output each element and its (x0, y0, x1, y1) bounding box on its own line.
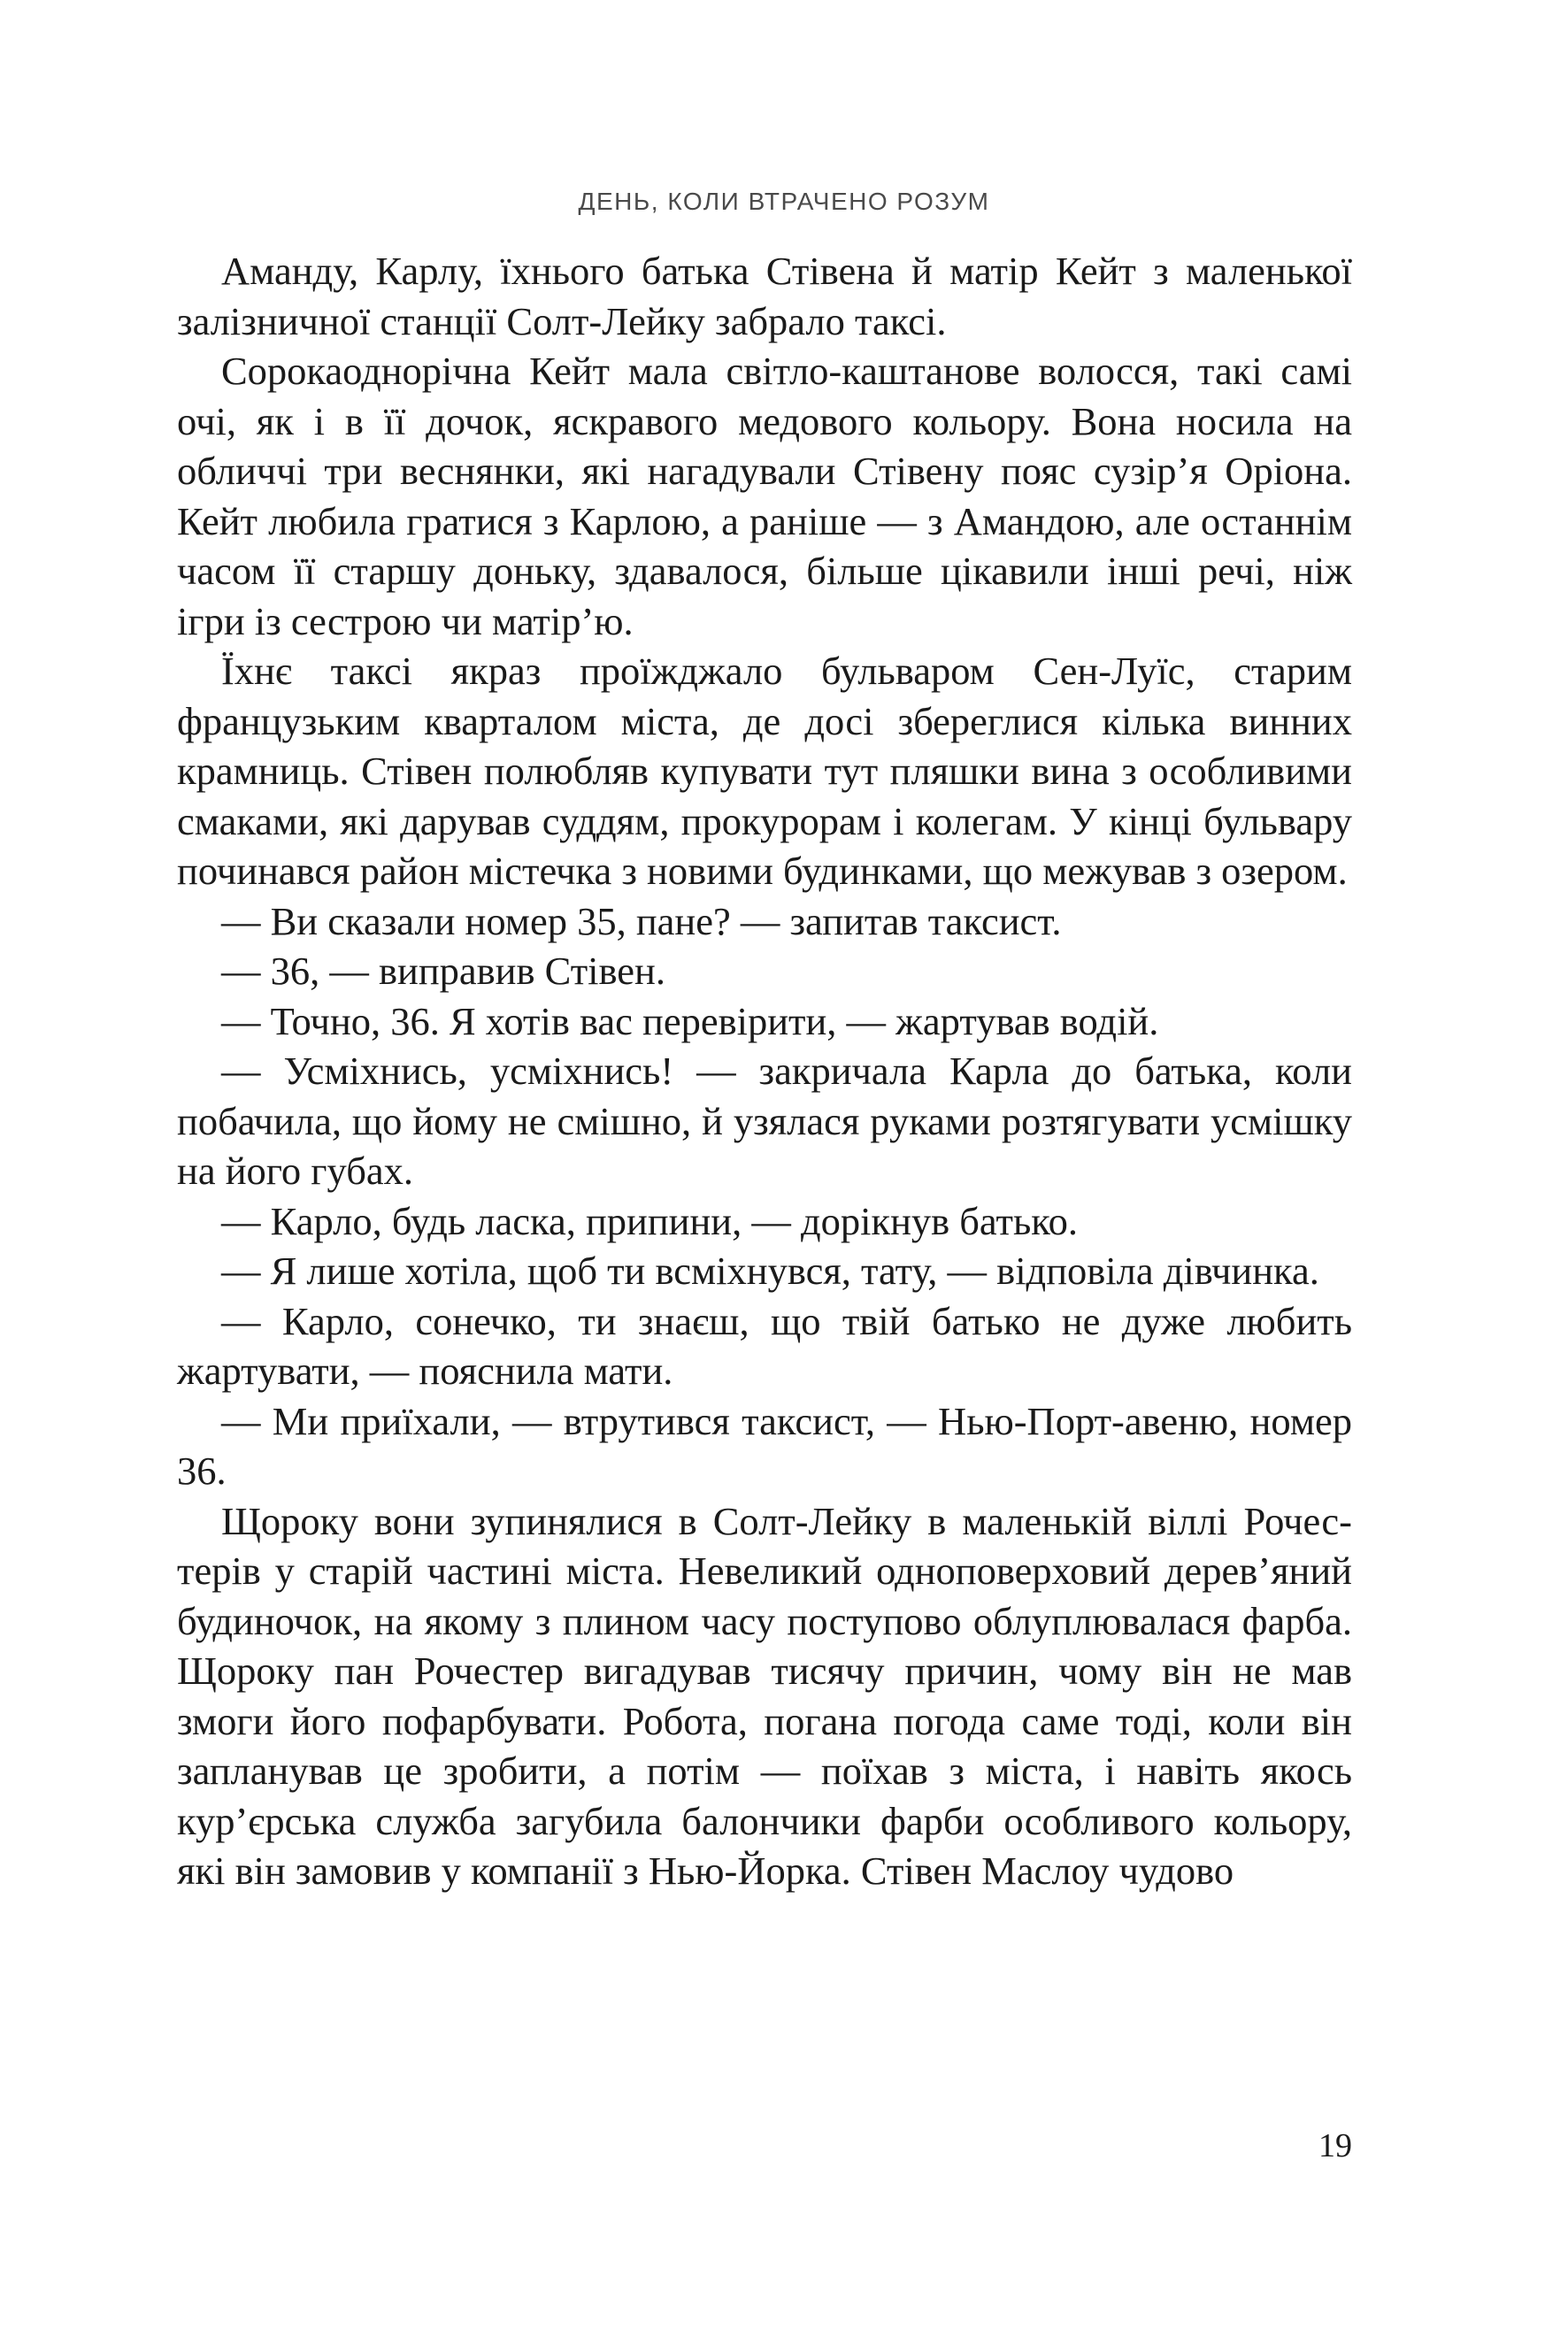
paragraph: Їхнє таксі якраз проїжджало бульваром Сен-Луїс, старим французьким кварталом міста, де досі збереглися кілька винних крамниць. Стівен полюбляв купувати тут пляшки вина з особливими смаками, які дарував суддям, прокурорам і колегам. У кінці бульвару починався район містечка з новими будинками, що межував з озером. (177, 649, 1352, 893)
dialogue-line: — Ми приїхали, — втрутився таксист, — Нью-Порт-авеню, номер 36. (177, 1398, 1352, 1493)
paragraph: Щороку вони зупинялися в Солт-Лейку в маленькій віллі Рочестерів у старій частині міста. Невеликий одноповерховий дерев’яний будиночок, на якому з плином часу поступово облуплювалася фарба. Щороку пан Рочестер вигадував тисячу причин, чому він не мав змоги його пофарбувати. Робота, погана погода саме тоді, коли він запланував це зробити, а потім — поїхав з міста, і навіть якось кур’єрська служба загубила балончики фарби особливого кольору, які він замовив у компанії з Нью-Йорка. Стівен Маслоу чудово (177, 1498, 1352, 1893)
body-text (177, 246, 1352, 1896)
dialogue-line: — Карло, сонечко, ти знаєш, що твій батько не дуже любить жартувати, — пояснила мати. (177, 1298, 1352, 1393)
dialogue-line: — Карло, будь ласка, припини, — дорікнув батько. (221, 1198, 1079, 1243)
dialogue-line: — Ви сказали номер 35, пане? — запитав таксист. (221, 898, 1062, 943)
running-head: ДЕНЬ, КОЛИ ВТРАЧЕНО РОЗУМ (578, 188, 990, 215)
dialogue-line: — 36, — виправив Стівен. (221, 949, 665, 993)
dialogue-line: — Я лише хотіла, щоб ти всміхнувся, тату, — відповіла дівчинка. (221, 1249, 1319, 1293)
page-number: 19 (1318, 2127, 1352, 2164)
dialogue-line: — Точно, 36. Я хотів вас перевірити, — жартував водій. (221, 998, 1159, 1043)
paragraph: Аманду, Карлу, їхнього батька Стівена й матір Кейт з маленької залізничної станції Солт-Лейку забрало таксі. (177, 249, 1352, 343)
dialogue-line: — Усміхнись, усміхнись! — закричала Карла до батька, коли побачила, що йому не смішно, й узялася руками розтягувати усмішку на його губах. (177, 1049, 1352, 1193)
paragraph: Сорокаоднорічна Кейт мала світло-каштанове волосся, такі самі очі, як і в її дочок, яскравого медового кольору. Вона носила на обличчі три веснянки, які нагадували Стівену пояс сузір’я Оріона. Кейт любила гратися з Карлою, а раніше — з Амандою, але останнім часом її старшу доньку, здавалося, більше цікавили інші речі, ніж ігри із сестрою чи матір’ю. (177, 349, 1352, 643)
